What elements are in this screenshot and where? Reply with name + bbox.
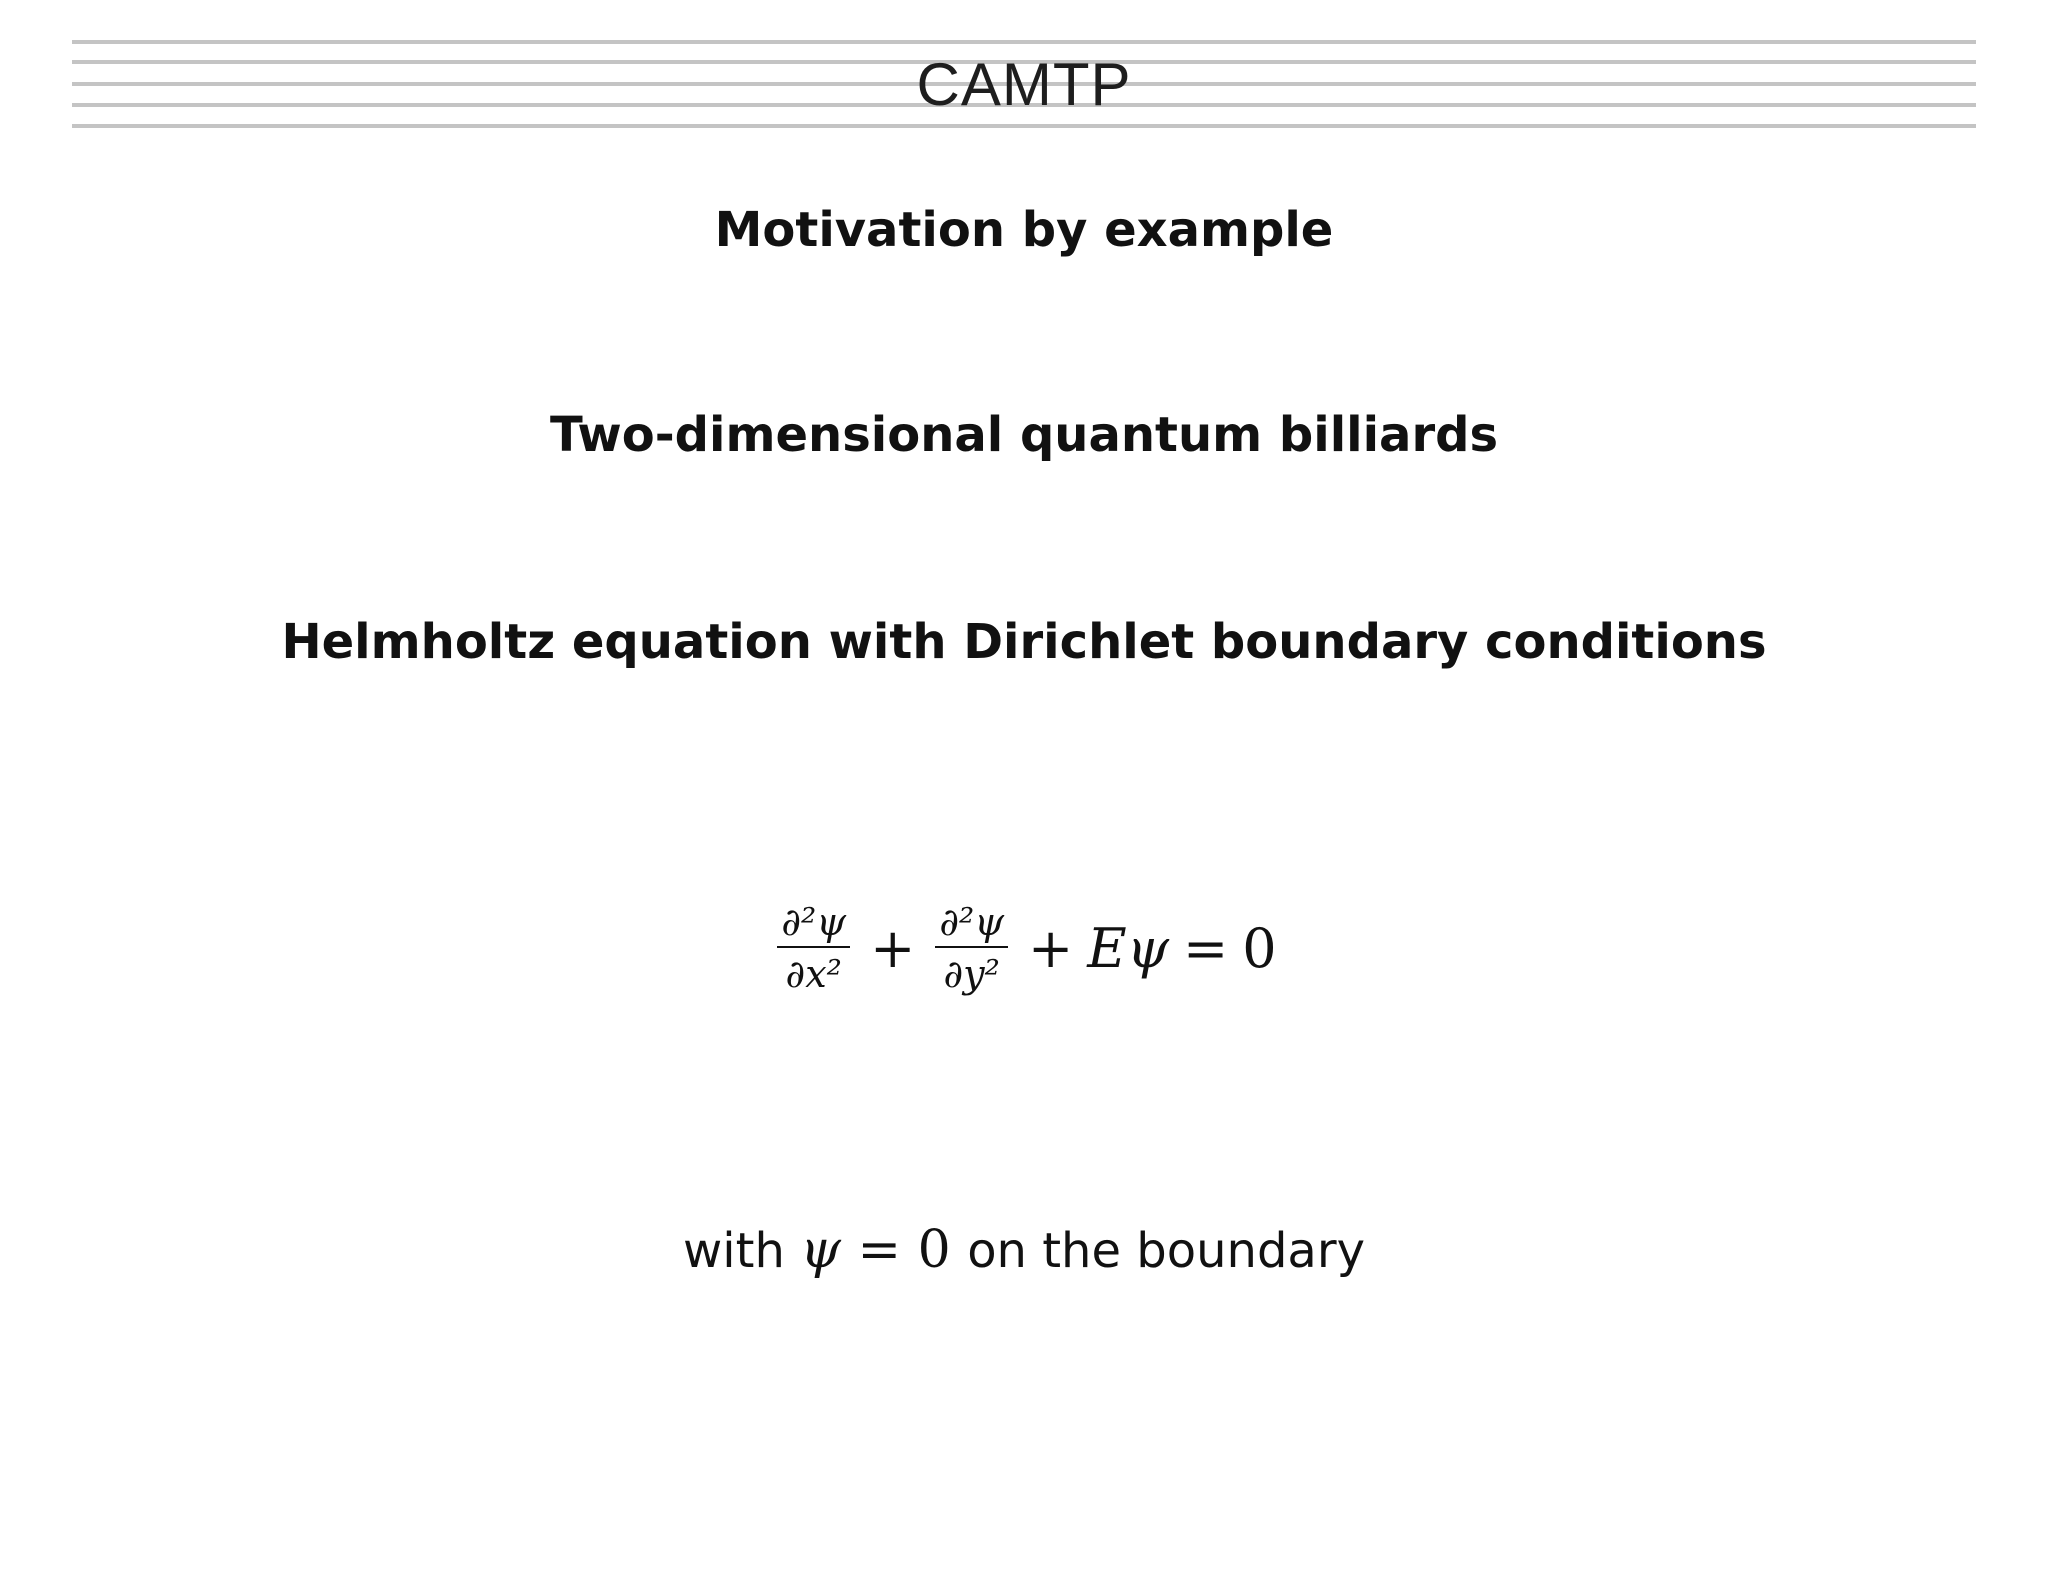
slide-title: Motivation by example bbox=[714, 202, 1334, 258]
plus-operator: + bbox=[870, 916, 916, 980]
fraction-d2psi-dx2 bbox=[777, 900, 850, 996]
boundary-value: 0 bbox=[917, 1220, 951, 1280]
header-rule bbox=[72, 40, 1976, 44]
boundary-condition bbox=[0, 1220, 2048, 1281]
slide-subtitle: Two-dimensional quantum billiards bbox=[549, 407, 1499, 463]
fraction-denominator: ∂x² bbox=[785, 952, 842, 996]
header-rule bbox=[72, 124, 1976, 128]
fraction-numerator: ∂²ψ bbox=[935, 900, 1008, 948]
boundary-math bbox=[800, 1220, 967, 1280]
boundary-prefix: with bbox=[683, 1223, 785, 1279]
fraction-denominator: ∂y² bbox=[943, 952, 1000, 996]
equals-operator: = bbox=[857, 1220, 902, 1280]
fraction-numerator: ∂²ψ bbox=[777, 900, 850, 948]
camtp-logo bbox=[72, 50, 1976, 120]
plus-operator: + bbox=[1028, 916, 1074, 980]
helmholtz-equation bbox=[0, 900, 2048, 996]
fraction-d2psi-dy2 bbox=[935, 900, 1008, 996]
equals-operator: = bbox=[1183, 916, 1229, 980]
equation-rhs: 0 bbox=[1242, 916, 1277, 980]
logo-text: CAMTP bbox=[916, 51, 1132, 118]
slide-topic: Helmholtz equation with Dirichlet boundary conditions bbox=[281, 614, 1767, 670]
boundary-suffix: on the boundary bbox=[967, 1223, 1365, 1279]
psi-variable: ψ bbox=[800, 1220, 841, 1280]
energy-term: Eψ bbox=[1087, 916, 1170, 980]
slide-header bbox=[72, 40, 1976, 130]
